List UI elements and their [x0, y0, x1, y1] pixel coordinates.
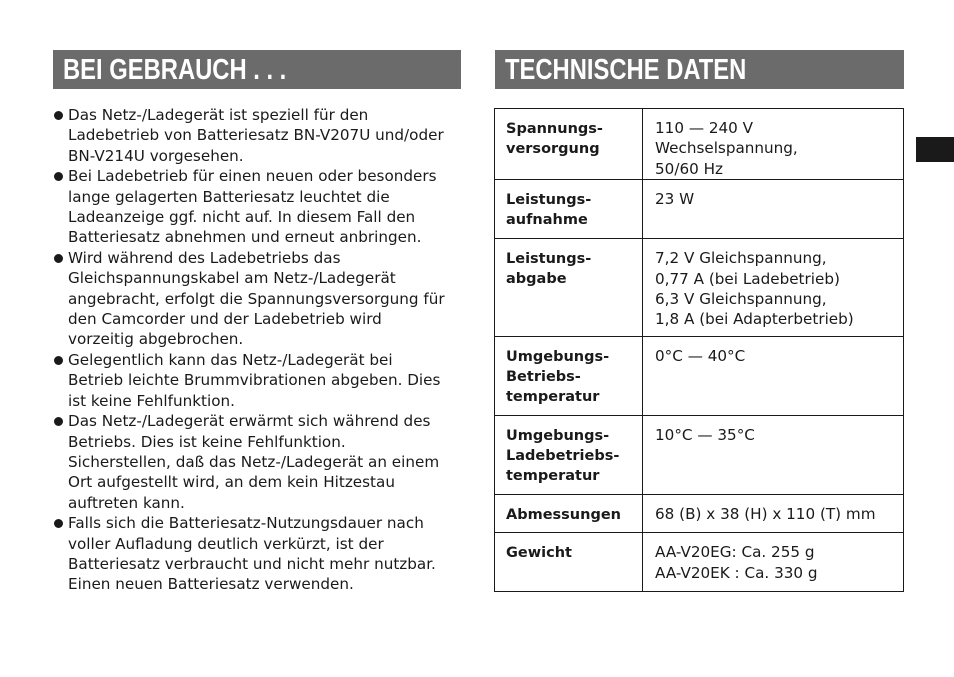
table-row: [495, 495, 904, 533]
list-item: [53, 513, 463, 595]
heading-bei-gebrauch: [53, 50, 461, 89]
list-item: [53, 350, 463, 411]
spec-label: [495, 337, 643, 416]
table-row: [495, 337, 904, 416]
table-row: [495, 533, 904, 592]
spec-label-text: Leistungs- abgabe: [506, 251, 592, 288]
spec-value-text: 10°C — 35°C: [655, 426, 755, 445]
spec-label: [495, 109, 643, 180]
list-item: [53, 248, 463, 350]
bullet-icon: [54, 111, 63, 120]
list-item-text: Bei Ladebetrieb für einen neuen oder besonders lange gelagerten Batteriesatz leuchtet die Ladeanzeige ggf. nicht auf. In diesem Fall den Batteriesatz abnehmen und erneut anbringen.: [68, 167, 437, 247]
list-item-text: Das Netz-/Ladegerät erwärmt sich während des Betriebs. Dies ist keine Fehlfunktion. Sicherstellen, daß das Netz-/Ladegerät an einem Ort aufgestellt wird, an dem kein Hitzestau auftreten kann.: [68, 412, 440, 512]
table-row: [495, 416, 904, 495]
heading-bei-gebrauch-text: BEI GEBRAUCH . . .: [63, 54, 287, 86]
spec-value: [643, 109, 904, 180]
spec-label-text: Leistungs- aufnahme: [506, 192, 592, 229]
table-row: [495, 109, 904, 180]
list-item-text: Gelegentlich kann das Netz-/Ladegerät bei Betrieb leichte Brummvibrationen abgeben. Dies ist keine Fehlfunktion.: [68, 350, 441, 410]
list-item: [53, 411, 463, 513]
spec-label-text: Umgebungs- Ladebetriebs- temperatur: [506, 428, 620, 485]
spec-label-text: Gewicht: [506, 545, 572, 562]
section-tab-marker: [916, 137, 954, 162]
spec-value: [643, 495, 904, 533]
spec-label: [495, 533, 643, 592]
spec-table: [494, 108, 904, 592]
table-row: [495, 239, 904, 337]
spec-value: [643, 180, 904, 239]
spec-label: [495, 239, 643, 337]
bullet-icon: [54, 519, 63, 528]
spec-label-text: Abmessungen: [506, 507, 621, 524]
usage-notes-list: [53, 105, 463, 595]
bullet-icon: [54, 356, 63, 365]
spec-label: [495, 495, 643, 533]
list-item: [53, 105, 463, 166]
spec-value-text: 23 W: [655, 190, 695, 209]
bullet-icon: [54, 417, 63, 426]
table-row: [495, 180, 904, 239]
spec-value: [643, 416, 904, 495]
spec-label: [495, 180, 643, 239]
spec-value-text: 0°C — 40°C: [655, 347, 746, 366]
spec-value-text: 110 — 240 V Wechselspannung, 50/60 Hz: [655, 119, 798, 178]
list-item-text: Falls sich die Batteriesatz-Nutzungsdauer nach voller Aufladung deutlich verkürzt, ist der Batteriesatz verbraucht und nicht mehr nutzbar. Einen neuen Batteriesatz verwenden.: [68, 514, 436, 594]
heading-technische-daten-text: TECHNISCHE DATEN: [505, 54, 747, 86]
spec-value-text: AA-V20EG: Ca. 255 g AA-V20EK : Ca. 330 g: [655, 543, 818, 582]
spec-value: [643, 239, 904, 337]
list-item-text: Wird während des Ladebetriebs das Gleichspannungskabel am Netz-/Ladegerät angebracht, erfolgt die Spannungsversorgung für den Camcorder und der Ladebetrieb wird vorzeitig abgebrochen.: [68, 248, 445, 349]
bullet-icon: [54, 254, 63, 263]
spec-label: [495, 416, 643, 495]
bullet-icon: [54, 172, 63, 181]
spec-label-text: Umgebungs- Betriebs- temperatur: [506, 349, 610, 406]
list-item-text: Das Netz-/Ladegerät ist speziell für den Ladebetrieb von Batteriesatz BN-V207U und/oder BN-V214U vorgesehen.: [68, 106, 444, 165]
list-item: [53, 166, 463, 248]
spec-value: [643, 337, 904, 416]
spec-value: [643, 533, 904, 592]
spec-label-text: Spannungs- versorgung: [506, 121, 603, 157]
spec-value-text: 68 (B) x 38 (H) x 110 (T) mm: [655, 505, 876, 524]
spec-value-text: 7,2 V Gleichspannung, 0,77 A (bei Ladebetrieb) 6,3 V Gleichspannung, 1,8 A (bei Adapterbetrieb): [655, 249, 854, 329]
heading-technische-daten: [495, 50, 904, 89]
